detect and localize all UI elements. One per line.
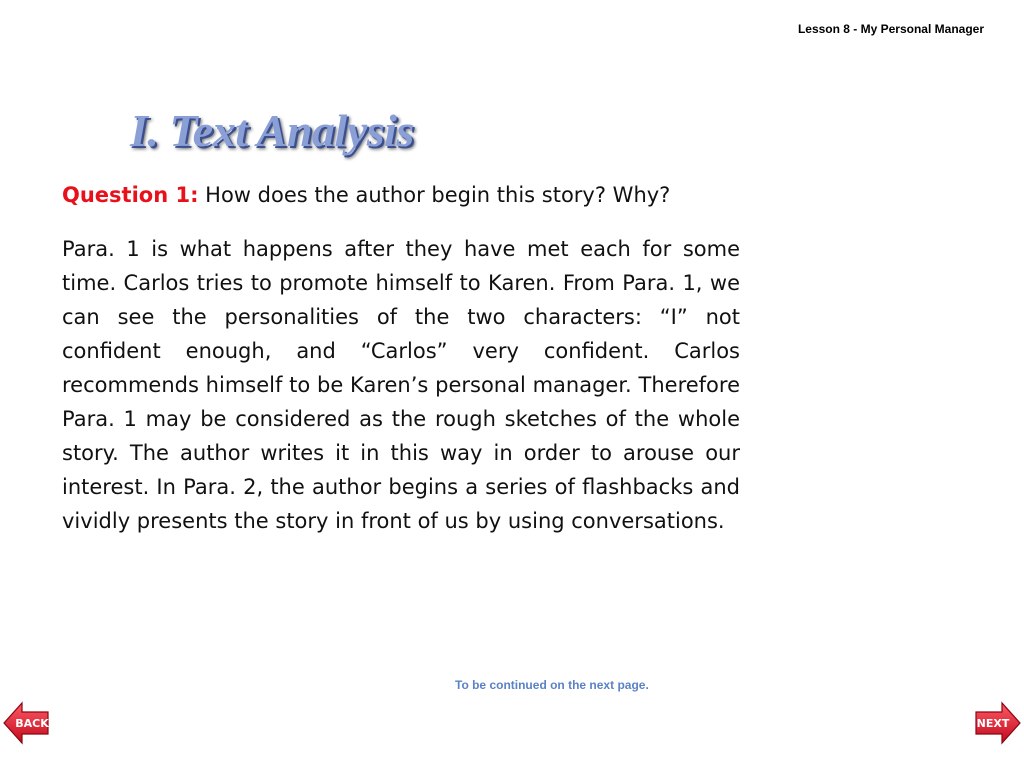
next-button[interactable] (974, 700, 1022, 746)
back-button[interactable] (2, 700, 50, 746)
question-text: How does the author begin this story? Why? (198, 183, 671, 207)
next-label: NEXT (976, 717, 1010, 730)
question (62, 178, 740, 212)
back-arrow-icon (2, 700, 50, 746)
back-label: BACK (15, 717, 49, 730)
answer-text: Para. 1 is what happens after they have met each for some time. Carlos tries to promote himself to Karen. From Para. 1, we can see the personalities of the two characters: “I” not confident enough, and “Carlos” very confident. Carlos recommends himself to be Karen’s personal manager. Therefore Para. 1 may be considered as the rough sketches of the whole story. The author writes it in this way in order to arouse our interest. In Para. 2, the author begins a series of flashbacks and vividly presents the story in front of us by using conversations. (62, 237, 740, 533)
next-arrow-icon (974, 700, 1022, 746)
lesson-header: Lesson 8 - My Personal Manager (797, 22, 984, 36)
section-title: I. Text Analysis (130, 105, 414, 156)
continue-note: To be continued on the next page. (455, 678, 649, 692)
content-area (62, 178, 740, 538)
question-label: Question 1: (62, 183, 199, 207)
